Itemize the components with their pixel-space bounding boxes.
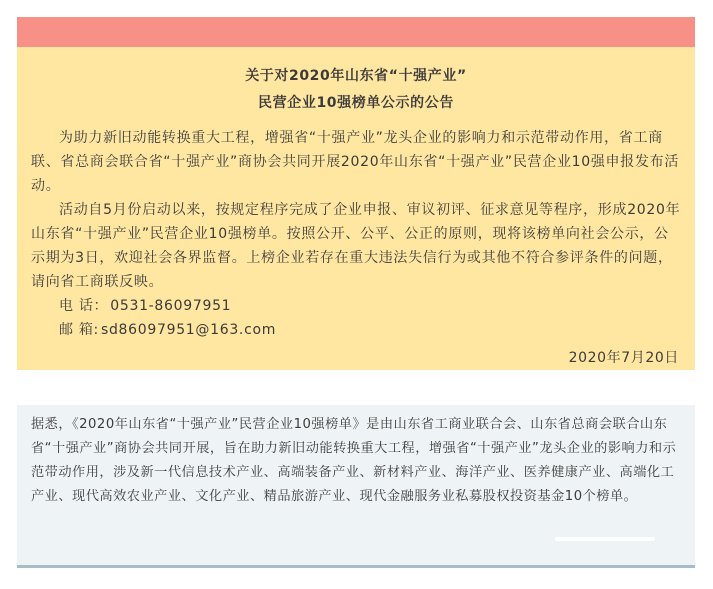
notice-title-line1: 关于对2020年山东省“十强产业” [245, 68, 467, 84]
email-label: 邮 箱: [59, 322, 99, 338]
notice-top-bar [17, 17, 695, 47]
notice-paragraph-2: 活动自5月份启动以来，按规定程序完成了企业申报、审议初评、征求意见等程序，形成2020年山东省“十强产业”民营企业10强榜单。按照公开、公平、公正的原则，现将该榜单向社会公示，公示期为3日，欢迎社会各界监督。上榜企业若存在重大违法失信行为或其他不符合参评条件的问题，请向省工商联反映。 [31, 202, 681, 290]
notice-date: 2020年7月20日 [568, 350, 679, 366]
description-card [17, 405, 695, 568]
email-address[interactable]: sd86097951@163.com [100, 322, 277, 338]
notice-title-line2: 民营企业10强榜单公示的公告 [258, 95, 454, 111]
description-text: 据悉，《2020年山东省“十强产业”民营企业10强榜单》是由山东省工商业联合会、山东省总商会联合山东省“十强产业”商协会共同开展，旨在助力新旧动能转换重大工程，增强省“十强产业”龙头企业的影响力和示范带动作用，涉及新一代信息技术产业、高端装备产业、新材料产业、海洋产业、医养健康产业、高端化工产业、现代高效农业产业、文化产业、精品旅游产业、现代金融服务业私募股权投资基金10个榜单。 [31, 417, 677, 504]
phone-number[interactable]: 0531-86097951 [110, 298, 232, 314]
notice-paragraph-1: 为助力新旧动能转换重大工程，增强省“十强产业”龙头企业的影响力和示范带动作用，省工商联、省总商会联合省“十强产业”商协会共同开展2020年山东省“十强产业”民营企业10强申报发布活动。 [31, 130, 680, 194]
scroll-indicator [555, 537, 655, 541]
phone-line [31, 294, 681, 318]
notice-body [31, 126, 681, 342]
email-line [31, 318, 681, 342]
phone-label: 电 话： [59, 298, 109, 314]
notice-card [17, 17, 695, 370]
